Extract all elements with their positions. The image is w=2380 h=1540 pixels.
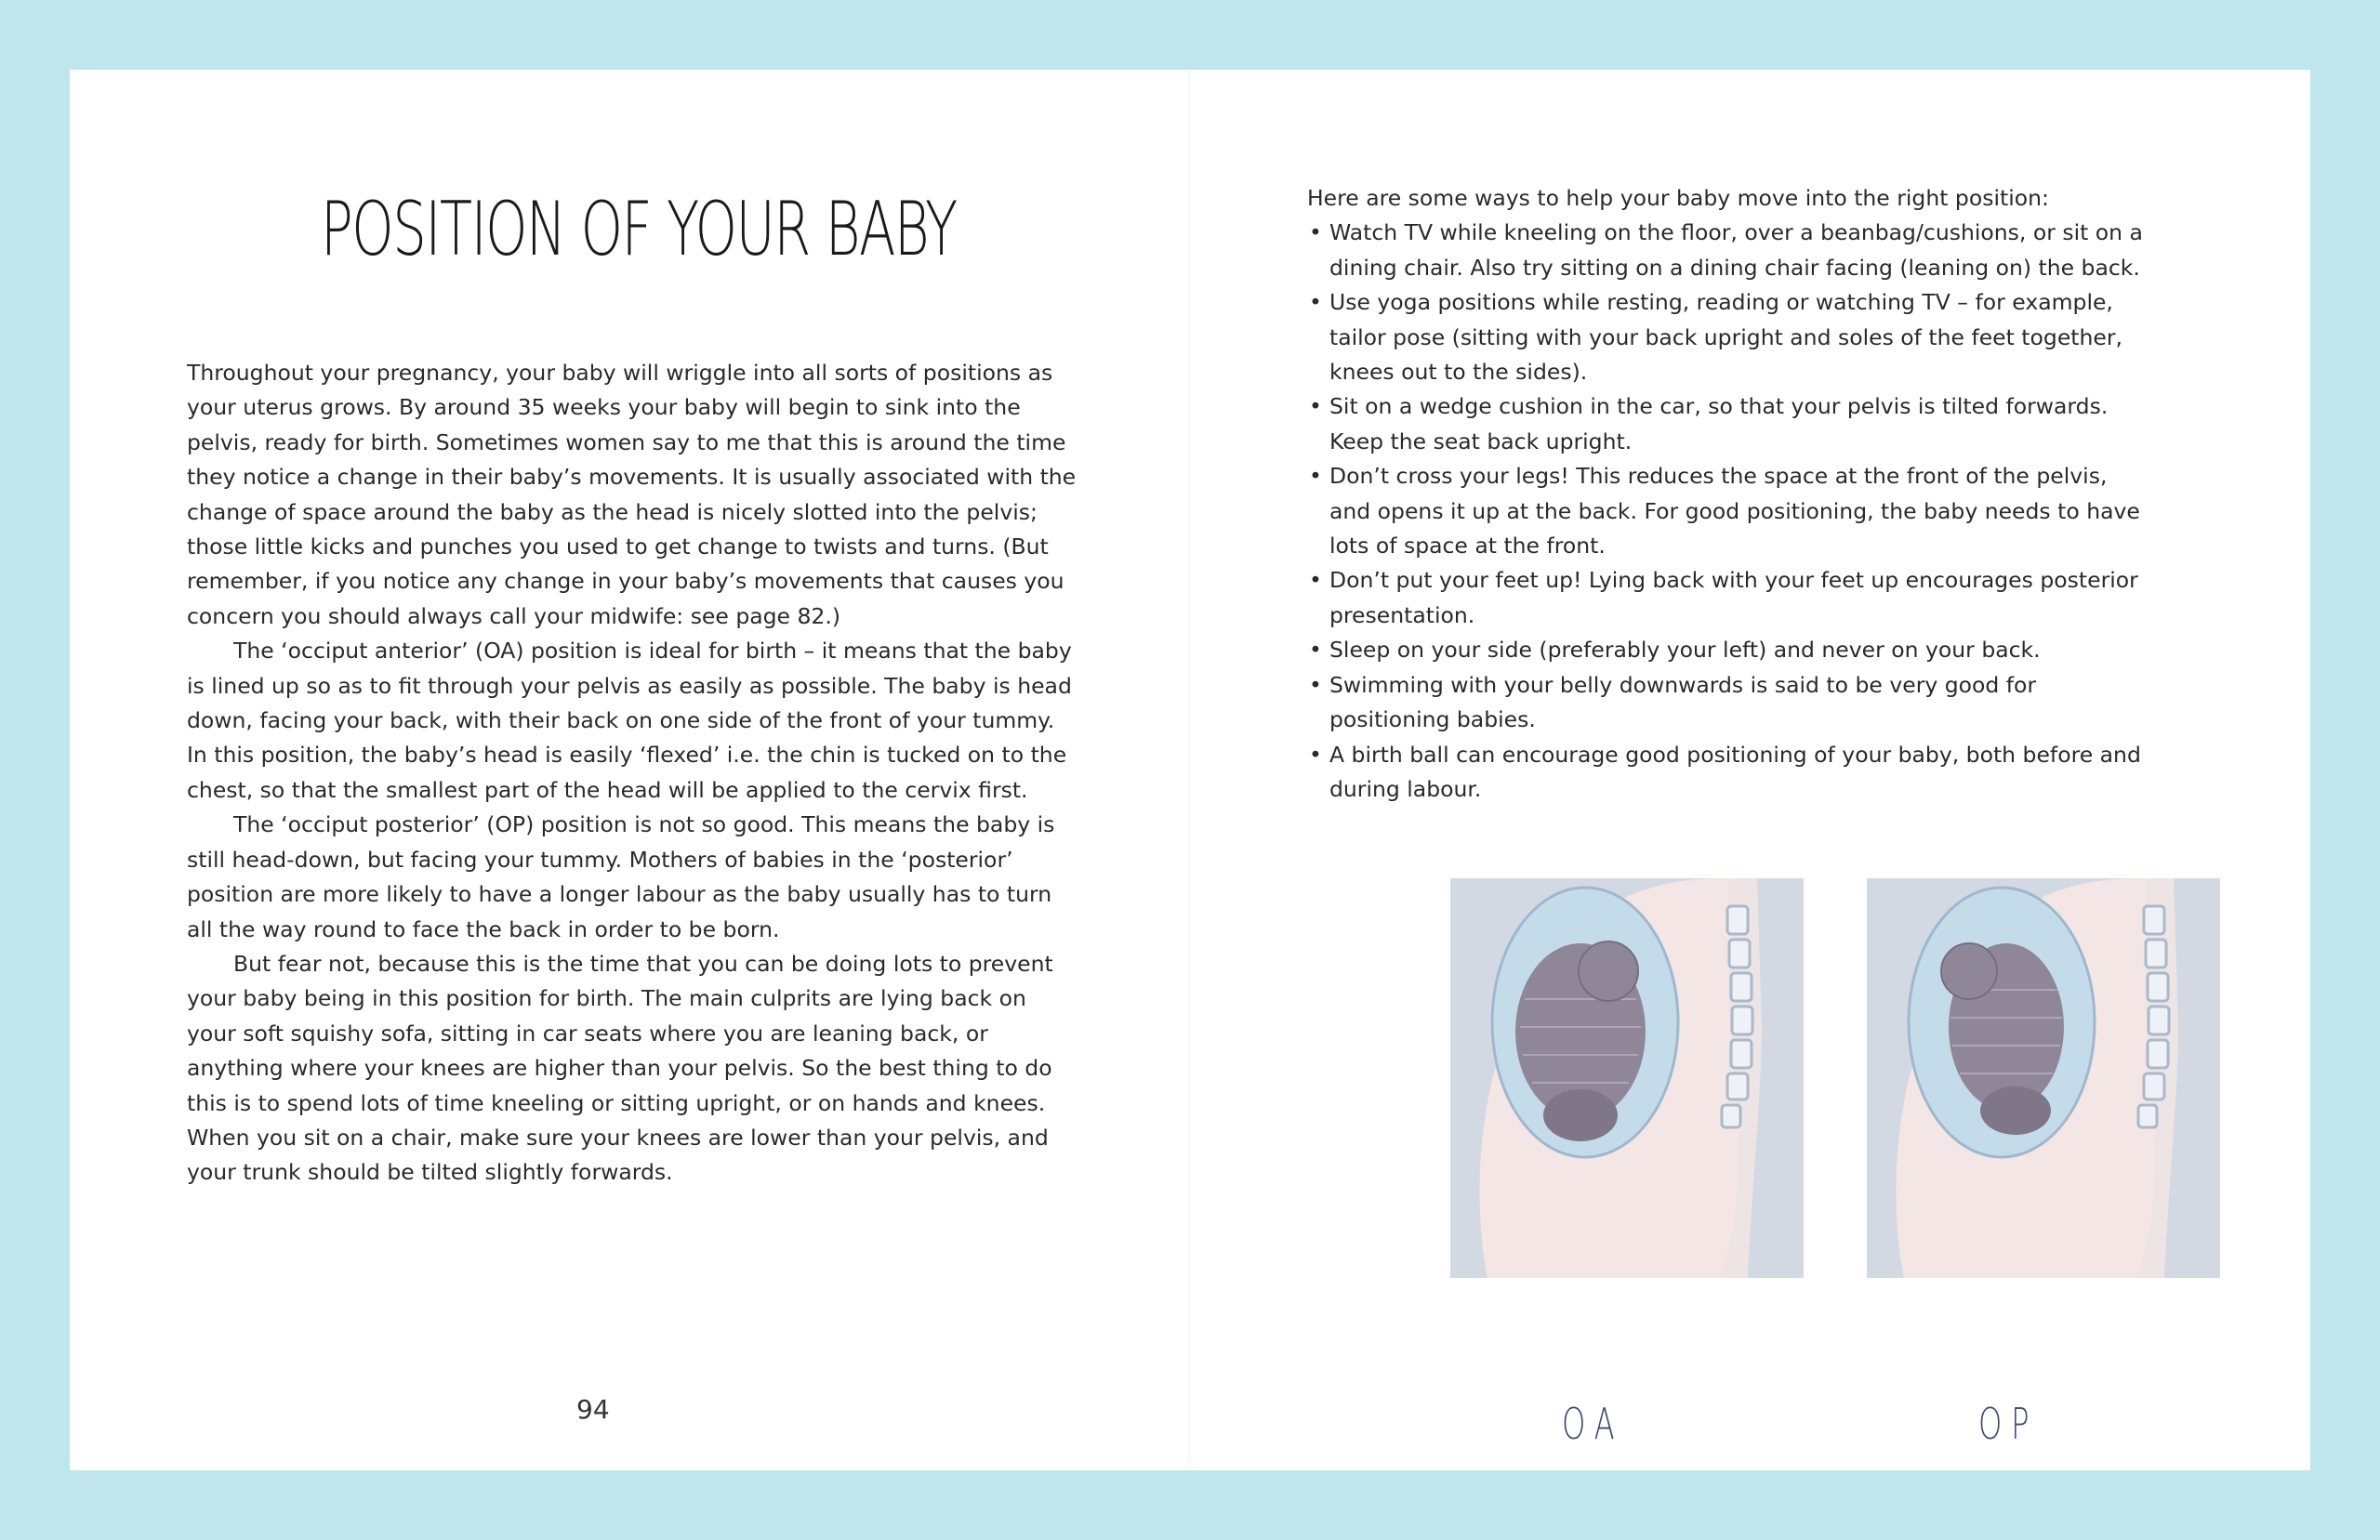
list-item-text: Use yoga positions while resting, reading or watching TV – for example, tailor pose (sitting with your back upright and soles of the feet together, knees out to the sides).	[1329, 289, 2122, 386]
bullet-icon: •	[1309, 741, 1322, 768]
fetus-op-icon	[1867, 878, 2220, 1287]
left-body-text	[187, 356, 1079, 1191]
bullet-icon: •	[1309, 637, 1322, 664]
paragraph: The ‘occiput anterior’ (OA) position is ideal for birth – it means that the baby is lined up so as to fit through your pelvis as easily as possible. The baby is head down, facing your back, with their back on one side of the front of your tummy. In this position, the baby’s head is easily ‘flexed’ i.e. the chin is tucked on to the chest, so that the smallest part of the head will be applied to the cervix first.	[187, 638, 1072, 803]
list-item-text: A birth ball can encourage good positioning of your baby, both before and during labour.	[1329, 741, 2141, 802]
list-item	[1307, 216, 2144, 285]
right-page	[1190, 70, 2310, 1470]
list-item	[1307, 459, 2144, 563]
tips-intro: Here are some ways to help your baby move into the right position:	[1307, 185, 2049, 211]
list-item-text: Sleep on your side (preferably your left) and never on your back.	[1329, 637, 2041, 664]
list-item-text: Don’t put your feet up! Lying back with your feet up encourages posterior presentation.	[1329, 567, 2138, 628]
list-item	[1307, 563, 2144, 633]
op-position-illustration	[1867, 878, 2220, 1287]
list-item	[1307, 738, 2144, 808]
oa-position-illustration	[1450, 878, 1804, 1287]
list-item	[1307, 668, 2144, 738]
tips-list	[1307, 216, 2144, 807]
illustration-caption: OA	[1562, 1399, 1624, 1449]
bullet-icon: •	[1309, 463, 1322, 490]
fetus-oa-icon	[1450, 878, 1804, 1287]
list-item-text: Sit on a wedge cushion in the car, so that your pelvis is tilted forwards. Keep the seat back upright.	[1329, 393, 2109, 454]
paragraph: But fear not, because this is the time that you can be doing lots to prevent your baby being in this position for birth. The main culprits are lying back on your soft squishy sofa, sitting in car seats where you are leaning back, or anything where your knees are higher than your pelvis. So the best thing to do this is to spend lots of time kneeling or sitting upright, or on hands and knees. When you sit on a chair, make sure your knees are lower than your pelvis, and your trunk should be tilted slightly forwards.	[187, 950, 1053, 1186]
paragraph: Throughout your pregnancy, your baby will wriggle into all sorts of positions as your uterus grows. By around 35 weeks your baby will begin to sink into the pelvis, ready for birth. Sometimes women say to me that this is around the time they notice a change in their baby’s movements. It is usually associated with the change of space around the baby as the head is nicely slotted into the pelvis; those little kicks and punches you used to get change to twists and turns. (But remember, if you notice any change in your baby’s movements that causes you concern you should always call your midwife: see page 82.)	[187, 360, 1077, 629]
list-item-text: Watch TV while kneeling on the floor, over a beanbag/cushions, or sit on a dining chair. Also try sitting on a dining chair facing (leaning on) the back.	[1329, 219, 2143, 281]
list-item-text: Swimming with your belly downwards is said to be very good for positioning babies.	[1329, 671, 2037, 733]
illustration-caption: OP	[1978, 1399, 2039, 1449]
paragraph: The ‘occiput posterior’ (OP) position is not so good. This means the baby is still head-down, but facing your tummy. Mothers of babies in the ‘posterior’ position are more likely to have a longer labour as the baby usually has to turn all the way round to face the back in order to be born.	[187, 811, 1055, 942]
list-item-text: Don’t cross your legs! This reduces the space at the front of the pelvis, and opens it up at the back. For good positioning, the baby needs to have lots of space at the front.	[1329, 463, 2140, 559]
book-spread	[70, 70, 2310, 1470]
bullet-icon: •	[1309, 289, 1322, 316]
list-item	[1307, 389, 2144, 459]
left-page	[70, 70, 1190, 1470]
bullet-icon: •	[1309, 393, 1322, 420]
page-title: POSITION OF YOUR BABY	[321, 186, 957, 272]
page-number: 94	[576, 1394, 610, 1425]
bullet-icon: •	[1309, 567, 1322, 594]
bullet-icon: •	[1309, 219, 1322, 246]
right-body-text	[1307, 181, 2144, 807]
list-item	[1307, 633, 2144, 667]
bullet-icon: •	[1309, 671, 1322, 698]
list-item	[1307, 285, 2144, 389]
